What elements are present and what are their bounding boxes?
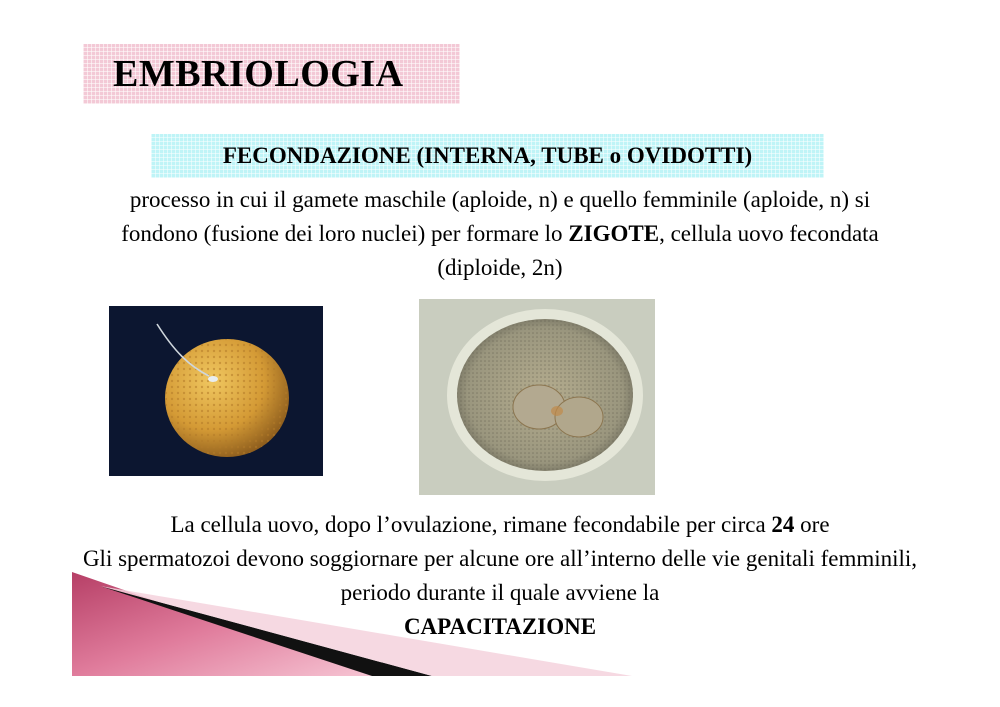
- sperm-egg-image: [109, 306, 323, 476]
- sperm-line: Gli spermatozoi devono soggiornare per alcune ore all’interno delle vie genitali femminili, periodo durante il quale avviene la: [82, 546, 918, 605]
- bottom-text: [80, 508, 920, 644]
- ovulation-suffix: ore: [800, 512, 830, 537]
- capacitation-term: CAPACITAZIONE: [403, 614, 597, 639]
- subtitle-box: [151, 134, 824, 178]
- hours-number: 24: [771, 512, 795, 537]
- definition-text: [90, 183, 910, 285]
- ovulation-line: [80, 508, 920, 542]
- page-title: EMBRIOLOGIA: [113, 53, 404, 95]
- section-subtitle: FECONDAZIONE (INTERNA, TUBE o OVIDOTTI): [222, 143, 753, 168]
- zygote-image: [419, 299, 655, 495]
- definition-highlight: ZIGOTE: [568, 221, 660, 246]
- definition-part1: processo in cui il gamete maschile (aploide, n) e quello femminile (aploide, n) si fondono (fusione dei loro nuclei) per formare lo: [121, 187, 871, 246]
- title-box: [83, 44, 460, 104]
- ovulation-prefix: La cellula uovo, dopo l’ovulazione, rimane fecondabile per circa: [170, 512, 766, 537]
- definition-part2: , cellula uovo fecondata (diploide, 2n): [437, 221, 879, 280]
